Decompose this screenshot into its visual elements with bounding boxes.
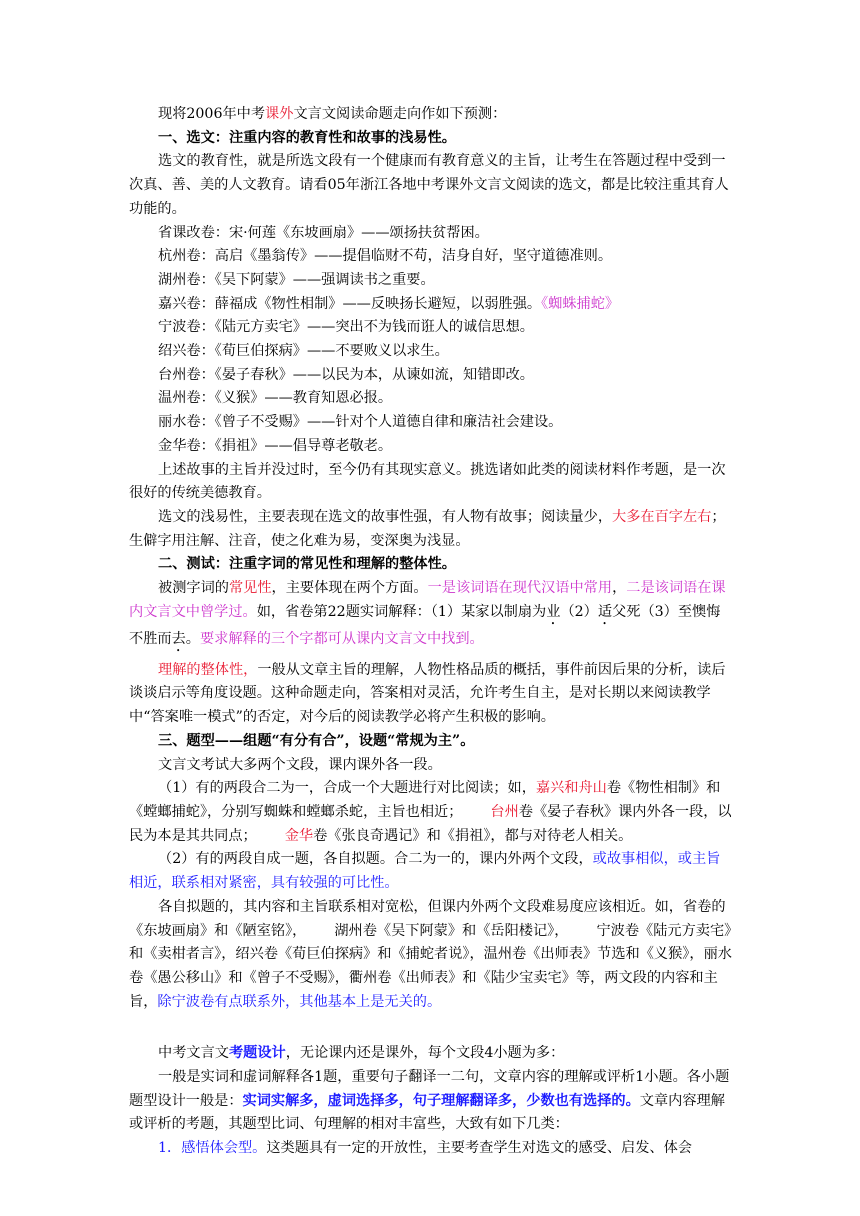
heading-1: 一、选文：注重内容的教育性和故事的浅易性。 [158, 129, 456, 146]
list-item: 金华卷：《捐祖》——倡导尊老敬老。 [158, 437, 393, 454]
p7-text-2: 卷《物性相制》和《螳螂捕蛇》，分别写蜘蛛和螳螂杀蛇，主旨也相近； [129, 780, 721, 820]
p9-text-2: 湖州卷《吴下阿蒙》和《岳阳楼记》， [334, 922, 569, 939]
p12-label: 1．感悟体会型。 [158, 1140, 267, 1157]
p7-place-2: 台州 [490, 803, 519, 820]
list-item: 省课改卷：宋·何莲《东坡画扇》——颂扬扶贫帮困。 [158, 224, 489, 241]
p3-highlight: 大多在百字左右 [612, 508, 712, 525]
p7-text: （1）有的两段合二为一，合成一个大题进行对比阅读；如， [158, 780, 536, 797]
p3-text: 选文的浅易性，主要表现在选文的故事性强，有人物有故事；阅读量少， [158, 508, 613, 525]
p9-text: 各自拟题的，其内容和主旨联系相对宽松，但课内外两个文段难易度应该相近。如，省卷的《东坡画扇》和《陋室铭》， [129, 898, 726, 939]
p10-highlight: 考题设计 [228, 1045, 286, 1062]
p4-text: 被测字词的 [158, 580, 229, 597]
p4-example-3: 父死（3）至懊悔不胜而 [129, 603, 721, 647]
p4-period: 。 [185, 630, 200, 647]
p9-highlight: 除宁波卷有点联系外，其他基本上是无关的。 [157, 993, 442, 1010]
list-item [129, 293, 732, 317]
p7-text-4: 卷《张良奇遇记》和《捐祖》，都与对待老人相关。 [313, 827, 633, 844]
list-item: 绍兴卷：《荀巨伯探病》——不要败义以求生。 [158, 343, 449, 360]
p10-text-end: ，无论课内还是课外，每个文段4小题为多： [285, 1045, 565, 1062]
p10-text: 中考文言文 [158, 1045, 229, 1062]
p11-text-end: 文章内容理解或评析的考题，其题型比词、句理解的相对丰富些，大致有如下几类： [129, 1092, 725, 1133]
p7-text-3: 卷《晏子春秋》课内外各一段，以民为本是其共同点； [129, 803, 732, 844]
p4-example-2: （2） [560, 603, 598, 620]
p5-highlight: 理解的整体性， [158, 661, 258, 678]
paragraph-12 [129, 1137, 732, 1161]
heading-3: 三、题型——组题“有分有合”，设题“常规为主”。 [158, 732, 475, 749]
p4-dotted-char: 业 [546, 603, 561, 620]
p4-highlight-common: 常见性 [228, 580, 272, 597]
list-item: 台州卷：《晏子春秋》——以民为本，从谏如流，知错即改。 [158, 366, 534, 383]
intro-text: 现将2006年中考 [158, 106, 266, 122]
intro-highlight: 课外 [265, 106, 294, 122]
paragraph-6: 文言文考试大多两个文段，课内课外各一段。 [158, 756, 442, 773]
p11-highlight: 实词实解多，虚词选择多，句子理解翻译多，少数也有选择的。 [242, 1092, 640, 1109]
p4-text-2: ，主要体现在两个方面。 [271, 580, 428, 597]
list-item-highlight: 《蜘蛛捕蛇》 [541, 295, 620, 312]
intro-text-end: 文言文阅读命题走向作如下预测： [293, 106, 507, 122]
heading-2: 二、测试：注重字词的常见性和理解的整体性。 [158, 556, 456, 573]
paragraph-10 [129, 1042, 732, 1066]
p11-text: 一般是实词和虚词解释各1题，重要句子翻译一二句，文章内容的理解或评析1小题。各小题题型设计一般是： [129, 1069, 730, 1109]
section-gap [129, 1014, 732, 1042]
p8-highlight: 或故事相似，或主旨相近，联系相对紧密，具有较强的可比性。 [129, 851, 721, 892]
p4-point-one: 一是该词语在现代汉语中常用 [427, 580, 613, 597]
p4-comma: ， [612, 580, 627, 597]
list-item-text: 嘉兴卷：薛福成《物性相制》——反映扬长避短，以弱胜强。 [158, 295, 542, 312]
p4-example: 如，省卷第22题实词解释：（1）某家以制扇为 [256, 603, 547, 620]
paragraph-7 [129, 777, 732, 848]
paragraph-2: 上述故事的主旨并没过时，至今仍有其现实意义。挑选诸如此类的阅读材料作考题，是一次很好的传统美德教育。 [129, 461, 726, 502]
p7-place-1: 嘉兴和舟山 [535, 780, 607, 797]
intro-paragraph [129, 103, 732, 127]
p3-text-end: ；生僻字用注解、注音，使之化难为易，变深奥为浅显。 [129, 508, 726, 549]
document-body [129, 103, 732, 1161]
paragraph-11 [129, 1066, 732, 1137]
paragraph-3 [129, 506, 732, 553]
paragraph-9 [129, 896, 732, 1015]
p5-text: 一般从文章主旨的理解，人物性格品质的概括，事件前因后果的分析，读后谈谈启示等角度设题。这种命题走向，答案相对灵活，允许考生自主，是对长期以来阅读教学中“答案唯一模式”的否定，对今后的阅读教学必将产生积极的影响。 [129, 661, 726, 726]
p4-dotted-char: 适 [597, 603, 613, 620]
paragraph-8 [129, 848, 732, 895]
p4-conclusion: 要求解释的三个字都可从课内文言文中找到。 [199, 630, 484, 647]
p7-place-3: 金华 [284, 827, 314, 844]
list-item: 温州卷：《义猴》——教育知恩必报。 [158, 390, 393, 407]
p4-point-two: 二是该词语在课内文言文中曾学过。 [129, 580, 726, 620]
list-item: 宁波卷：《陆元方卖宅》——突出不为钱而诳人的诚信思想。 [158, 319, 534, 336]
list-item: 丽水卷：《曾子不受赐》——针对个人道德自律和廉洁社会建设。 [158, 414, 563, 431]
p9-text-3: 宁波卷《陆元方卖宅》和《卖柑者言》，绍兴卷《荀巨伯探病》和《捕蛇者说》，温州卷《出师表》节选和《义猴》，丽水卷《愚公移山》和《曾子不受赐》，衢州卷《出师表》和《陆少宝卖宅》等，两文段的内容和主旨， [129, 922, 732, 1010]
paragraph-4 [129, 577, 732, 655]
list-item: 湖州卷：《吴下阿蒙》——强调读书之重要。 [158, 271, 435, 288]
p8-text: （2）有的两段自成一题，各自拟题。合二为一的，课内外两个文段， [158, 851, 593, 868]
p4-dotted-char: 去 [171, 630, 186, 647]
paragraph-1: 选文的教育性，就是所选文段有一个健康而有教育意义的主旨，让考生在答题过程中受到一次真、善、美的人文教育。请看05年浙江各地中考课外文言文阅读的选文，都是比较注重其育人功能的。 [129, 153, 729, 217]
list-item: 杭州卷：高启《墨翁传》——提倡临财不苟，洁身自好，坚守道德准则。 [158, 248, 613, 265]
p12-text: 这类题具有一定的开放性，主要考查学生对选文的感受、启发、体会 [266, 1140, 692, 1157]
paragraph-5 [129, 659, 732, 730]
